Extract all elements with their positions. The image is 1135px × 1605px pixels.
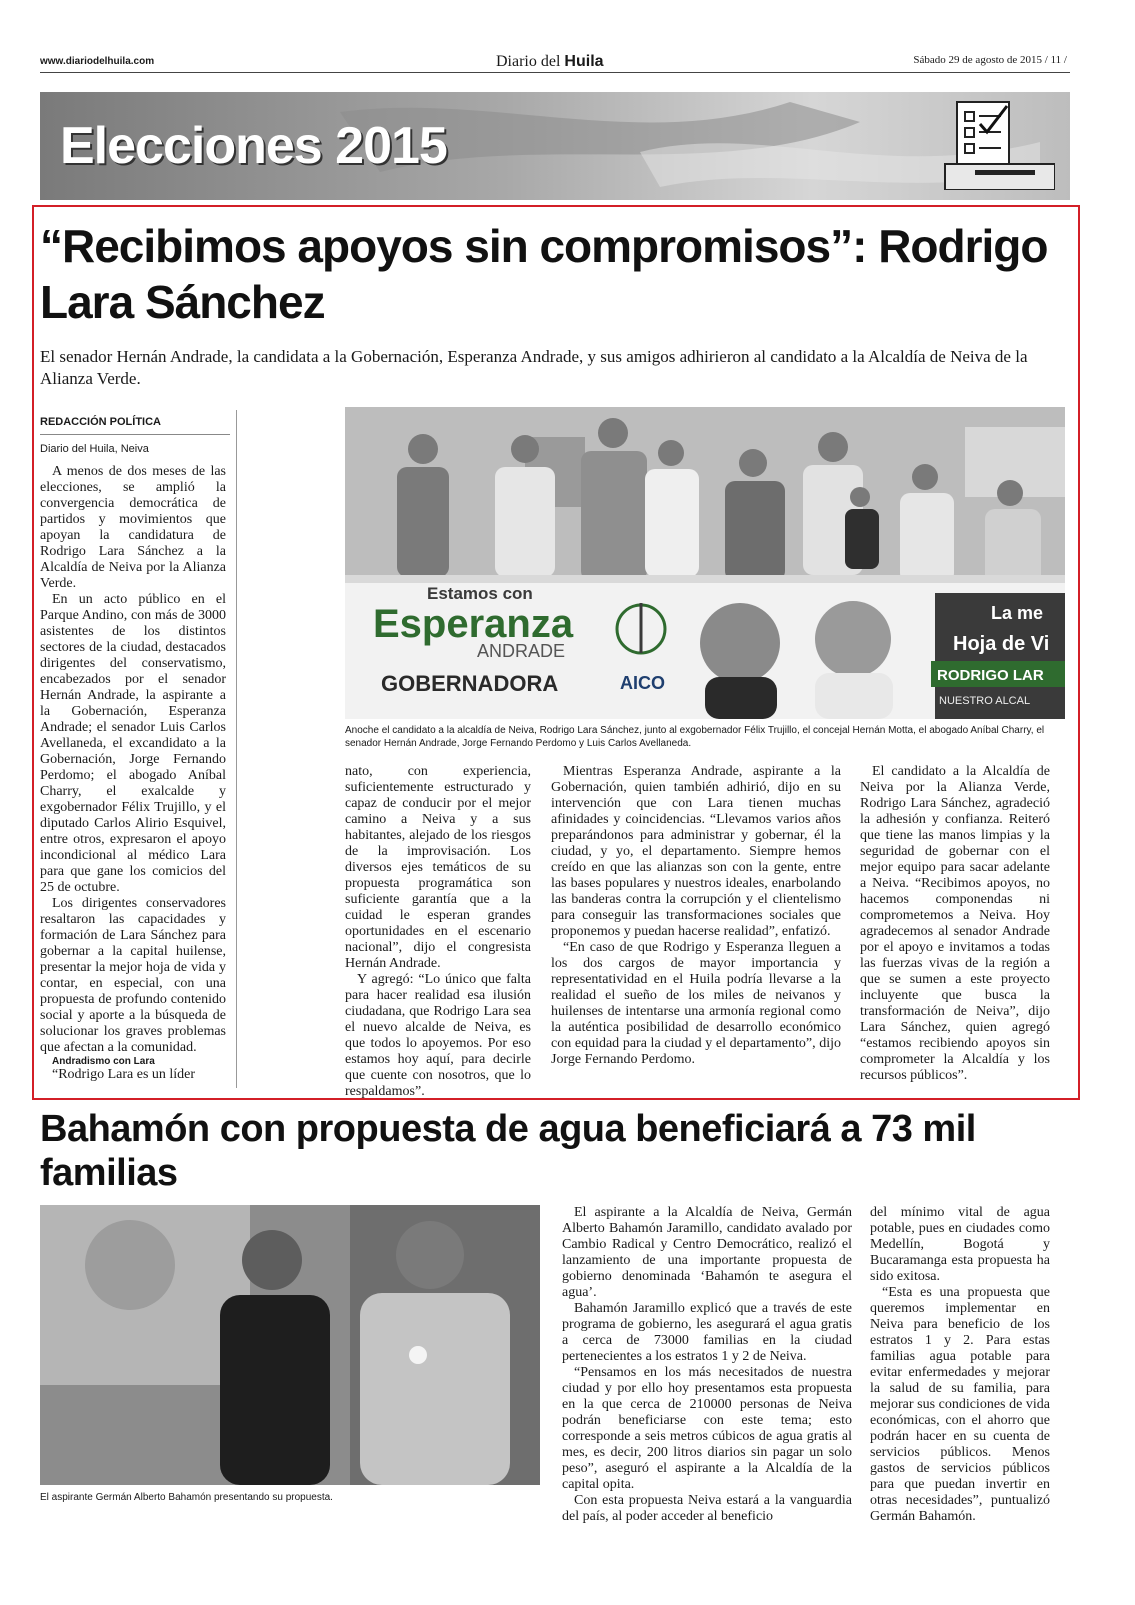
section-banner	[40, 92, 1070, 200]
article1-paragraph: Mientras Esperanza Andrade, aspirante a la Gobernación, quien también adhirió, dijo en su intervención que con Lara tienen muchas afinidades y coincidencias. “Llevamos varios años preparándonos para administrar y gobernar, él la ciudad, y yo, el departamento. Siempre hemos creído en que las alianzas son con la gente, entre las bases populares y nuestros ideales, enarbolando las banderas contra la corrupción y el clientelismo para conseguir las transformaciones sociales que proponemos y puedan hacerse realidad”, enfatizó.	[551, 764, 841, 939]
header-date: Sábado 29 de agosto de 2015 / 11 /	[913, 54, 1067, 66]
photo-banner-text: La me	[991, 603, 1044, 623]
masthead	[496, 53, 604, 71]
photo-banner-text: AICO	[620, 673, 665, 693]
article1-paragraph: “Rodrigo Lara es un líder	[52, 1067, 196, 1082]
article1-paragraph: Los dirigentes conservadores resaltaron las capacidades y formación de Lara Sánchez para gobernar a la capital huilense, presentar la mejor hoja de vida y contar, en especial, con una propuesta de profundo contenido social y aporte a la búsqueda de solucionar los graves problemas que afectan a la comunidad.	[40, 896, 226, 1055]
byline-rule	[40, 434, 230, 435]
article2-column-1	[562, 1205, 852, 1525]
photo-banner-text: Estamos con	[427, 584, 533, 603]
photo-banner-text: GOBERNADORA	[381, 671, 559, 696]
article1-paragraph: nato, con experiencia, suficientemente estructurado y capaz de conducir por el mejor camino a Neiva y a sus habitantes, alejado de los riesgos de la improvisación. Los diversos ejes temáticos de su propuesta programática son suficiente garantía que a la cuidad le esperan grandes oportunidades en el escenario nacional”, dijo el congresista Hernán Andrade.	[345, 764, 531, 971]
column-divider	[236, 410, 237, 1088]
article1-paragraph: Y agregó: “Lo único que falta para hacer realidad esa ilusión ciudadana, que Rodrigo Lara sea el nuevo alcalde de Neiva, es que todos lo apoyemos. Por eso estamos hoy aquí, para decirle que cuente con nosotros, que lo respaldamos”.	[345, 972, 531, 1099]
header-rule	[40, 72, 1070, 73]
article2-paragraph: El aspirante a la Alcaldía de Neiva, Germán Alberto Bahamón Jaramillo, candidato avalado por Cambio Radical y Centro Democrático, realizó el lanzamiento de una importante propuesta de gobierno denominada ‘Bahamón te asegura el agua’.	[562, 1205, 852, 1300]
article1-headline: “Recibimos apoyos sin compromisos”: Rodrigo Lara Sánchez	[40, 220, 1048, 328]
article2-column-2	[870, 1205, 1050, 1525]
article1-subhead: Andradismo con Lara	[52, 1056, 155, 1067]
ballot-box-icon	[935, 98, 1055, 190]
article1-paragraph: A menos de dos meses de las elecciones, se amplió la convergencia democrática de partidos y movimientos que apoyan la candidatura de Rodrigo Lara Sánchez a la Alcaldía de Neiva por la Alianza Verde.	[40, 464, 226, 591]
article1-photo	[345, 407, 1065, 719]
article2-paragraph: “Pensamos en los más necesitados de nuestra ciudad y por ello hoy presentamos esta propuesta en la que cerca de 210000 personas de Neiva podrán beneficiarse con este tema; esto corresponde a seis metros cúbicos de agua gratis al mes, es decir, 200 litros diarios sin pagar un solo peso”, aseguró el aspirante a la Alcaldía de la capital opita.	[562, 1365, 852, 1492]
byline: REDACCIÓN POLÍTICA	[40, 416, 161, 428]
masthead-part-b: Huila	[564, 53, 604, 70]
event-photo-illustration	[345, 407, 1065, 719]
article1-column-3	[551, 764, 841, 1068]
photo-banner-text: Esperanza	[373, 602, 574, 646]
article2-paragraph: del mínimo vital de agua potable, pues en ciudades como Medellín, Bogotá y Bucaramanga esta propuesta ha sido exitosa.	[870, 1205, 1050, 1284]
photo-banner-text: RODRIGO LAR	[937, 667, 1044, 684]
article2-paragraph: Bahamón Jaramillo explicó que a través de este programa de gobierno, les asegurará el agua gratis a cerca de 73000 familias en la ciudad pertenecientes a los estratos 1 y 2 de Neiva.	[562, 1301, 852, 1364]
article1-column-2	[345, 764, 531, 1100]
article1-deck: El senador Hernán Andrade, la candidata a la Gobernación, Esperanza Andrade, y sus amigos adhirieron al candidato a la Alcaldía de Neiva de la Alianza Verde.	[40, 347, 1028, 388]
photo-banner-text: NUESTRO ALCAL	[939, 695, 1031, 707]
candidate-photo-illustration	[40, 1205, 540, 1485]
article2-photo-caption: El aspirante Germán Alberto Bahamón presentando su propuesta.	[40, 1492, 333, 1503]
article2-paragraph: Con esta propuesta Neiva estará a la vanguardia del país, al poder acceder al beneficio	[562, 1493, 852, 1524]
article1-photo-caption: Anoche el candidato a la alcaldía de Neiva, Rodrigo Lara Sánchez, junto al exgobernador Félix Trujillo, el concejal Hernán Motta, el abogado Aníbal Charry, el senador Hernán Andrade, Jorge Fernando Perdomo y Luis Carlos Avellaneda.	[345, 725, 1045, 749]
masthead-part-a: Diario del	[496, 53, 561, 70]
photo-banner-text: Hoja de Vi	[953, 633, 1050, 655]
header-url: www.diariodelhuila.com	[40, 56, 155, 67]
article1-column-4	[860, 764, 1050, 1084]
article2-paragraph: “Esta es una propuesta que queremos implementar en Neiva para beneficio de los estratos 1 y 2. Para estas familias agua potable para evitar enfermedades y mejorar la salud de su familia, para mejorar sus condiciones de vida económicas, con el ahorro que podrán hacer en su cuenta de servicios públicos. Menos gastos de servicios públicos para que puedan invertir en otras necesidades”, puntualizó Germán Bahamón.	[870, 1285, 1050, 1524]
article2-headline: Bahamón con propuesta de agua beneficiará a 73 mil familias	[40, 1108, 976, 1194]
article1-paragraph: En un acto público en el Parque Andino, con más de 3000 asistentes de los distintos sectores de la ciudad, destacados dirigentes del conservatismo, encabezados por el senador Hernán Andrade, la aspirante a la Gobernación, Esperanza Andrade; el senador Luis Carlos Avellaneda, el excandidato a la Gobernación, Jorge Fernando Perdomo; el abogado Aníbal Charry, el exalcalde y exgobernador Félix Trujillo, y el diputado Carlos Alirio Esquivel, entre otros, expresaron el apoyo incondicional al médico Lara para que gane los comicios del 25 de octubre.	[40, 592, 226, 895]
article1-column-1	[40, 464, 226, 1083]
article1-paragraph: “En caso de que Rodrigo y Esperanza lleguen a los dos cargos de mayor importancia y representatividad en el Huila podría llevarse a la realidad el sueño de los miles de neivanos y huilenses de intentarse una armonía regional como la auténtica posibilidad de desarrollo económico con equidad para la ciudad y el departamento”, dijo Jorge Fernando Perdomo.	[551, 940, 841, 1067]
article1-paragraph: El candidato a la Alcaldía de Neiva por la Alianza Verde, Rodrigo Lara Sánchez, agradeció la adhesión y confianza. Reiteró que tiene las manos limpias y la seguridad de gobernar con el mejor equipo para sacar adelante a Neiva. “Recibimos apoyos, no hacemos componendas ni comprometemos a Neiva. Hoy agradecemos al senador Andrade por el apoyo e invitamos a todas las fuerzas vivas de la región a que se sumen a este proyecto incluyente que busca la transformación de Neiva”, dijo Lara Sánchez, quien agregó “estamos recibiendo apoyos sin comprometer la Alcaldía y los recursos públicos”.	[860, 764, 1050, 1083]
byline-location: Diario del Huila, Neiva	[40, 443, 149, 455]
banner-title: Elecciones 2015	[60, 117, 447, 175]
article2-photo	[40, 1205, 540, 1485]
photo-banner-text: ANDRADE	[477, 641, 566, 661]
